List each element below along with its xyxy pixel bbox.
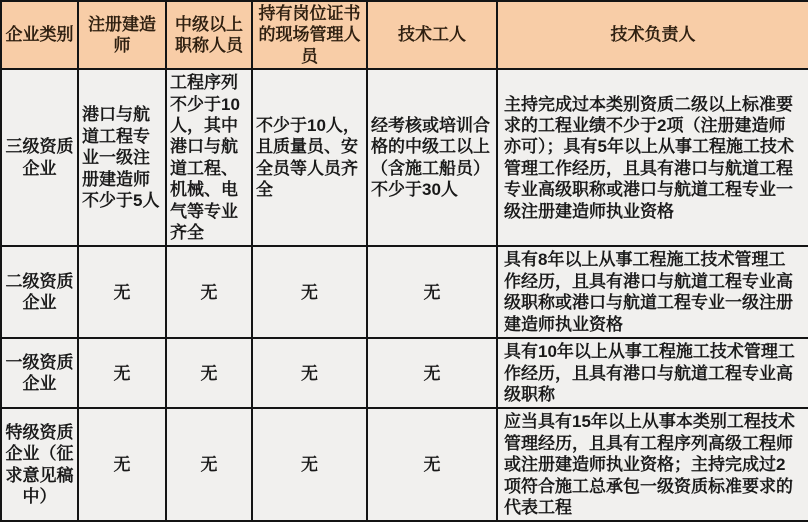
cell-level1-registered-constructor: 无 [78, 338, 166, 408]
cell-level2-registered-constructor: 无 [78, 246, 166, 338]
cell-level1-technical-leader: 具有10年以上从事工程施工技术管理工作经历，且具有港口与航道工程专业高级职称 [497, 338, 808, 408]
cell-level2-site-management: 无 [252, 246, 367, 338]
table-row-level1 [1, 338, 808, 408]
cell-level2-category: 二级资质企业 [1, 246, 78, 338]
table-row-level2 [1, 246, 808, 338]
cell-level1-site-management: 无 [252, 338, 367, 408]
cell-level3-registered-constructor: 港口与航道工程专业一级注册建造师不少于5人 [78, 69, 166, 246]
table-row-level3 [1, 69, 808, 246]
cell-level2-technical-leader: 具有8年以上从事工程施工技术管理工作经历，且具有港口与航道工程专业高级职称或港口与航道工程专业一级注册建造师执业资格 [497, 246, 808, 338]
cell-level1-category: 一级资质企业 [1, 338, 78, 408]
cell-level2-technical-workers: 无 [367, 246, 497, 338]
cell-level1-technical-workers: 无 [367, 338, 497, 408]
cell-special-category: 特级资质企业（征求意见稿中） [1, 408, 78, 521]
header-technical-leader: 技术负责人 [497, 1, 808, 69]
table-row-special-grade [1, 408, 808, 521]
cell-level3-site-management: 不少于10人，且质量员、安全员等人员齐全 [252, 69, 367, 246]
cell-special-registered-constructor: 无 [78, 408, 166, 521]
cell-special-site-management: 无 [252, 408, 367, 521]
cell-level3-technical-workers: 经考核或培训合格的中级工以上（含施工船员）不少于30人 [367, 69, 497, 246]
header-certified-site-management: 持有岗位证书的现场管理人员 [252, 1, 367, 69]
cell-level3-mid-level-title: 工程序列不少于10人，其中港口与航道工程、机械、电气等专业齐全 [166, 69, 252, 246]
cell-level3-technical-leader: 主持完成过本类别资质二级以上标准要求的工程业绩不少于2项（注册建造师亦可）；具有5年以上从事工程施工技术管理工作经历，且具有港口与航道工程专业高级职称或港口与航道工程专业一级注册建造师执业资格 [497, 69, 808, 246]
header-technical-workers: 技术工人 [367, 1, 497, 69]
cell-special-technical-leader: 应当具有15年以上从事本类别工程技术管理经历，且具有工程序列高级工程师或注册建造师执业资格；主持完成过2项符合施工总承包一级资质标准要求的代表工程 [497, 408, 808, 521]
header-registered-constructor: 注册建造师 [78, 1, 166, 69]
cell-level1-mid-level-title: 无 [166, 338, 252, 408]
header-row [1, 1, 808, 69]
cell-level2-mid-level-title: 无 [166, 246, 252, 338]
cell-special-mid-level-title: 无 [166, 408, 252, 521]
header-mid-level-title-personnel: 中级以上职称人员 [166, 1, 252, 69]
header-enterprise-category: 企业类别 [1, 1, 78, 69]
cell-level3-category: 三级资质企业 [1, 69, 78, 246]
cell-special-technical-workers: 无 [367, 408, 497, 521]
